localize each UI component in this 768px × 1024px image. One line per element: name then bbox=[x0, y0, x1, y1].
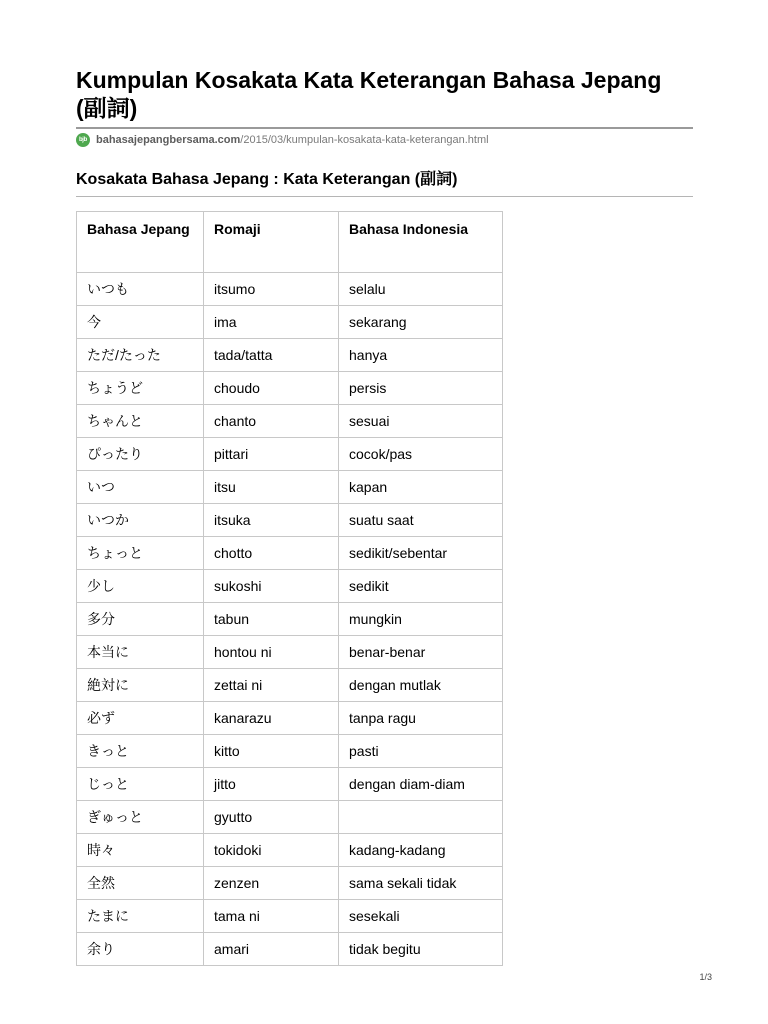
cell-indonesian: persis bbox=[339, 372, 503, 405]
cell-romaji: tada/tatta bbox=[204, 339, 339, 372]
cell-japanese: ちょうど bbox=[77, 372, 204, 405]
cell-indonesian: sedikit bbox=[339, 570, 503, 603]
cell-indonesian: sekarang bbox=[339, 306, 503, 339]
cell-indonesian: hanya bbox=[339, 339, 503, 372]
page-number: 1/3 bbox=[699, 972, 712, 982]
table-row bbox=[77, 570, 503, 603]
column-header-indonesian: Bahasa Indonesia bbox=[339, 212, 503, 273]
cell-indonesian: sesuai bbox=[339, 405, 503, 438]
cell-romaji: tokidoki bbox=[204, 834, 339, 867]
cell-japanese: 今 bbox=[77, 306, 204, 339]
cell-japanese: きっと bbox=[77, 735, 204, 768]
cell-japanese: いつも bbox=[77, 273, 204, 306]
cell-japanese: ぎゅっと bbox=[77, 801, 204, 834]
source-domain: bahasajepangbersama.com bbox=[96, 134, 241, 146]
cell-romaji: pittari bbox=[204, 438, 339, 471]
cell-indonesian: cocok/pas bbox=[339, 438, 503, 471]
cell-indonesian: pasti bbox=[339, 735, 503, 768]
cell-indonesian: selalu bbox=[339, 273, 503, 306]
table-row bbox=[77, 636, 503, 669]
cell-indonesian: tidak begitu bbox=[339, 933, 503, 966]
cell-romaji: zenzen bbox=[204, 867, 339, 900]
table-row bbox=[77, 603, 503, 636]
cell-indonesian: suatu saat bbox=[339, 504, 503, 537]
cell-japanese: ぴったり bbox=[77, 438, 204, 471]
cell-romaji: gyutto bbox=[204, 801, 339, 834]
cell-japanese: じっと bbox=[77, 768, 204, 801]
cell-japanese: ちょっと bbox=[77, 537, 204, 570]
table-header-row bbox=[77, 212, 503, 273]
cell-indonesian: dengan diam-diam bbox=[339, 768, 503, 801]
cell-japanese: 絶対に bbox=[77, 669, 204, 702]
cell-romaji: jitto bbox=[204, 768, 339, 801]
source-link[interactable] bbox=[96, 134, 489, 146]
section-heading: Kosakata Bahasa Jepang : Kata Keterangan (副詞) bbox=[76, 171, 458, 188]
site-logo-icon: bjb bbox=[76, 133, 90, 147]
cell-indonesian: benar-benar bbox=[339, 636, 503, 669]
table-row bbox=[77, 273, 503, 306]
cell-romaji: ima bbox=[204, 306, 339, 339]
cell-japanese: 時々 bbox=[77, 834, 204, 867]
table-row bbox=[77, 834, 503, 867]
table-row bbox=[77, 768, 503, 801]
cell-indonesian bbox=[339, 801, 503, 834]
cell-japanese: ただ/たった bbox=[77, 339, 204, 372]
cell-romaji: tabun bbox=[204, 603, 339, 636]
cell-romaji: chanto bbox=[204, 405, 339, 438]
cell-romaji: hontou ni bbox=[204, 636, 339, 669]
cell-indonesian: kapan bbox=[339, 471, 503, 504]
cell-japanese: 必ず bbox=[77, 702, 204, 735]
cell-indonesian: tanpa ragu bbox=[339, 702, 503, 735]
cell-romaji: itsu bbox=[204, 471, 339, 504]
table-row bbox=[77, 405, 503, 438]
cell-romaji: itsumo bbox=[204, 273, 339, 306]
source-line bbox=[76, 132, 489, 148]
title-divider bbox=[76, 127, 693, 129]
column-header-romaji: Romaji bbox=[204, 212, 339, 273]
table-row bbox=[77, 735, 503, 768]
cell-romaji: tama ni bbox=[204, 900, 339, 933]
table-row bbox=[77, 801, 503, 834]
cell-indonesian: kadang-kadang bbox=[339, 834, 503, 867]
cell-indonesian: mungkin bbox=[339, 603, 503, 636]
cell-indonesian: sama sekali tidak bbox=[339, 867, 503, 900]
table-row bbox=[77, 504, 503, 537]
cell-romaji: sukoshi bbox=[204, 570, 339, 603]
cell-japanese: 本当に bbox=[77, 636, 204, 669]
section-divider bbox=[76, 196, 693, 197]
table-row bbox=[77, 372, 503, 405]
table-row bbox=[77, 438, 503, 471]
vocabulary-table bbox=[76, 211, 503, 966]
cell-japanese: いつ bbox=[77, 471, 204, 504]
table-body bbox=[77, 273, 503, 966]
cell-indonesian: dengan mutlak bbox=[339, 669, 503, 702]
cell-romaji: itsuka bbox=[204, 504, 339, 537]
table-row bbox=[77, 867, 503, 900]
cell-japanese: ちゃんと bbox=[77, 405, 204, 438]
cell-romaji: chotto bbox=[204, 537, 339, 570]
table-row bbox=[77, 306, 503, 339]
cell-romaji: amari bbox=[204, 933, 339, 966]
table-row bbox=[77, 537, 503, 570]
cell-japanese: たまに bbox=[77, 900, 204, 933]
cell-romaji: choudo bbox=[204, 372, 339, 405]
table-row bbox=[77, 900, 503, 933]
page-title: Kumpulan Kosakata Kata Keterangan Bahasa Jepang (副詞) bbox=[76, 67, 662, 121]
cell-japanese: 余り bbox=[77, 933, 204, 966]
cell-japanese: 全然 bbox=[77, 867, 204, 900]
table-row bbox=[77, 933, 503, 966]
table-row bbox=[77, 339, 503, 372]
cell-japanese: いつか bbox=[77, 504, 204, 537]
column-header-japanese: Bahasa Jepang bbox=[77, 212, 204, 273]
cell-romaji: kitto bbox=[204, 735, 339, 768]
table-row bbox=[77, 669, 503, 702]
table-row bbox=[77, 471, 503, 504]
cell-indonesian: sesekali bbox=[339, 900, 503, 933]
table-row bbox=[77, 702, 503, 735]
cell-indonesian: sedikit/sebentar bbox=[339, 537, 503, 570]
cell-japanese: 少し bbox=[77, 570, 204, 603]
cell-japanese: 多分 bbox=[77, 603, 204, 636]
cell-romaji: zettai ni bbox=[204, 669, 339, 702]
cell-romaji: kanarazu bbox=[204, 702, 339, 735]
source-path: /2015/03/kumpulan-kosakata-kata-keterangan.html bbox=[240, 134, 489, 146]
